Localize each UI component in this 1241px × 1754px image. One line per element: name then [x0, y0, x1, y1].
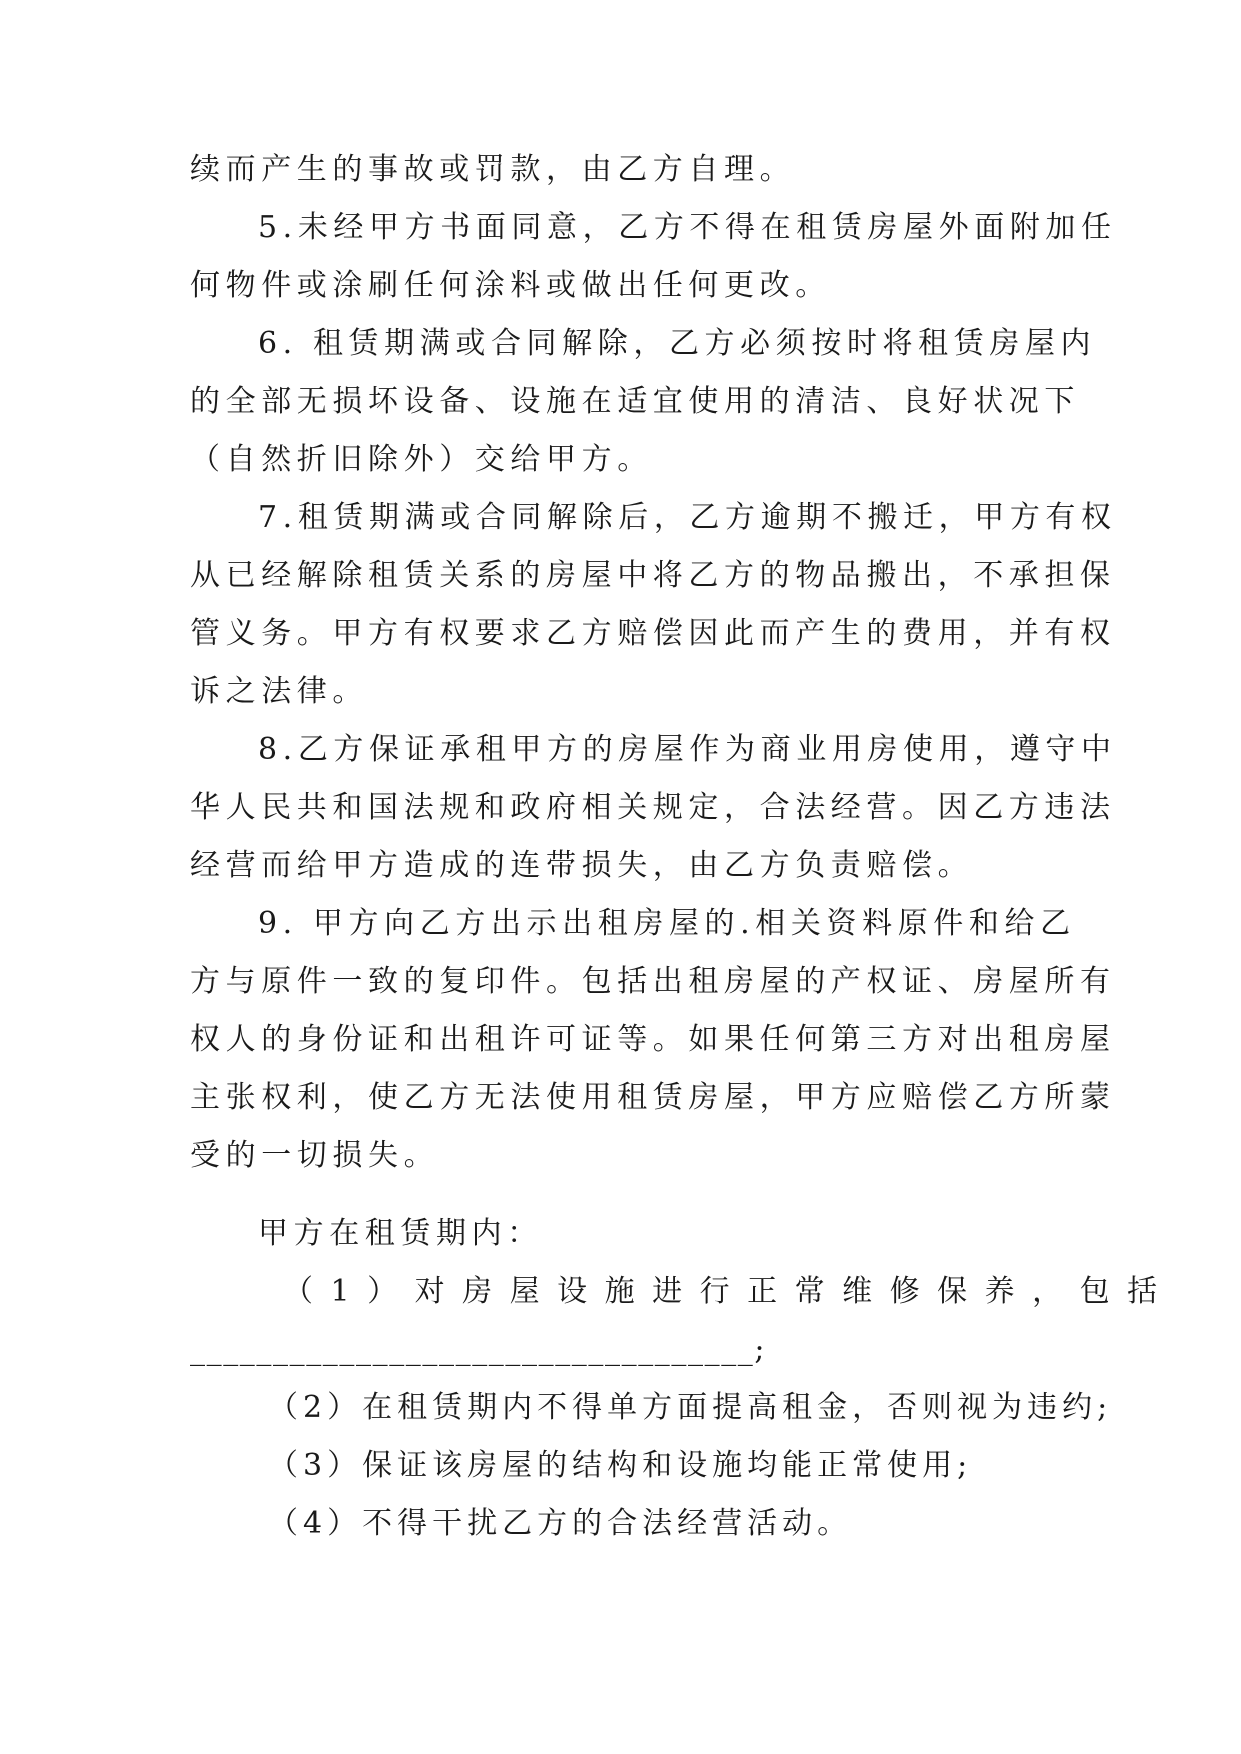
clause-6-line-3: （自然折旧除外）交给甲方。	[190, 442, 653, 477]
clause-6-line-2: 的全部无损坏设备、设施在适宜使用的清洁、良好状况下	[190, 384, 1080, 419]
duty-4-line: （4）不得干扰乙方的合法经营活动。	[268, 1506, 853, 1541]
duty-1-line-1: （1）对房屋设施进行正常维修保养，包括	[283, 1274, 1175, 1309]
clause-9-line-5: 受的一切损失。	[190, 1138, 440, 1173]
duty-2-line: （2）在租赁期内不得单方面提高租金，否则视为违约;	[268, 1390, 1113, 1425]
clause-9-line-3: 权人的身份证和出租许可证等。如果任何第三方对出租房屋	[190, 1022, 1116, 1057]
duty-1-blank-line: __________________________________;	[190, 1332, 767, 1367]
clause-9-line-2: 方与原件一致的复印件。包括出租房屋的产权证、房屋所有	[190, 964, 1116, 999]
clause-6-line-1: 6. 租赁期满或合同解除，乙方必须按时将租赁房屋内	[258, 326, 1097, 361]
clause-9-line-1: 9. 甲方向乙方出示出租房屋的.相关资料原件和给乙	[258, 906, 1076, 941]
lessor-duties-heading: 甲方在租赁期内：	[258, 1216, 543, 1251]
clause-7-line-2: 从已经解除租赁关系的房屋中将乙方的物品搬出，不承担保	[190, 558, 1116, 593]
clause-8-line-3: 经营而给甲方造成的连带损失，由乙方负责赔偿。	[190, 848, 974, 883]
clause-5-line-2: 何物件或涂刷任何涂料或做出任何更改。	[190, 268, 831, 303]
clause-8-line-1: 8.乙方保证承租甲方的房屋作为商业用房使用，遵守中	[258, 732, 1117, 767]
text-line-1: 续而产生的事故或罚款，由乙方自理。	[190, 152, 796, 187]
duty-3-line: （3）保证该房屋的结构和设施均能正常使用;	[268, 1448, 973, 1483]
clause-9-line-4: 主张权利，使乙方无法使用租赁房屋，甲方应赔偿乙方所蒙	[190, 1080, 1116, 1115]
clause-7-line-1: 7.租赁期满或合同解除后，乙方逾期不搬迁，甲方有权	[258, 500, 1117, 535]
clause-5-line-1: 5.未经甲方书面同意，乙方不得在租赁房屋外面附加任	[258, 210, 1117, 245]
clause-7-line-4: 诉之法律。	[190, 674, 368, 709]
clause-8-line-2: 华人民共和国法规和政府相关规定，合法经营。因乙方违法	[190, 790, 1116, 825]
clause-7-line-3: 管义务。甲方有权要求乙方赔偿因此而产生的费用，并有权	[190, 616, 1116, 651]
